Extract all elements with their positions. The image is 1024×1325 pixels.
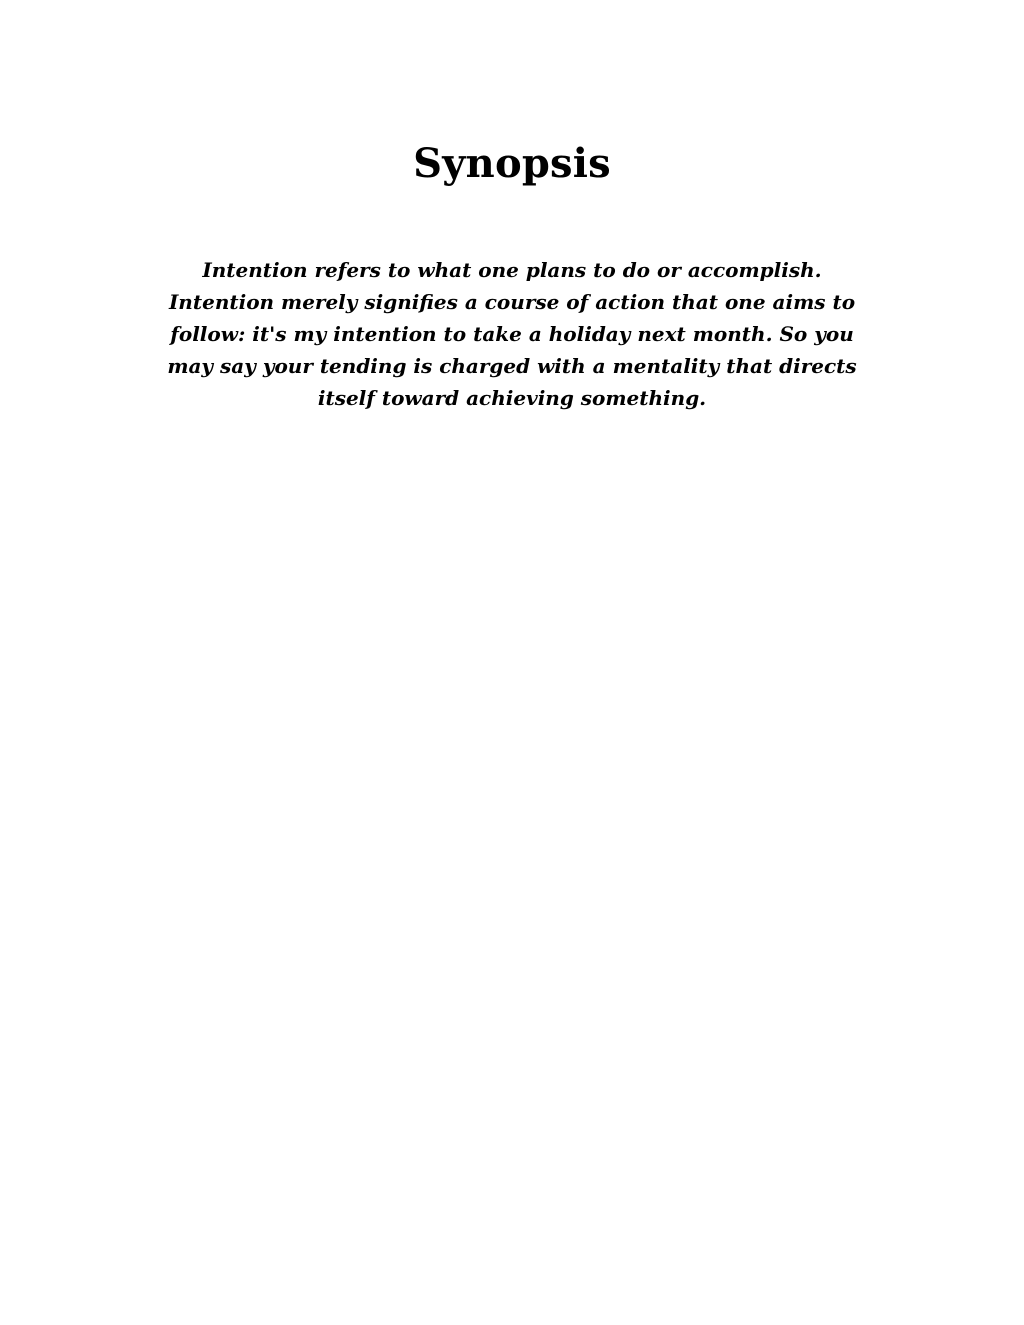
synopsis-paragraph: Intention refers to what one plans to do or accomplish. Intention merely signifies a course of action that one aims to follow: it's my intention to take a holiday next month. So you may say your tending is charged with a mentality that directs itself toward achieving something. [167, 258, 857, 410]
page-title: Synopsis [413, 140, 611, 187]
